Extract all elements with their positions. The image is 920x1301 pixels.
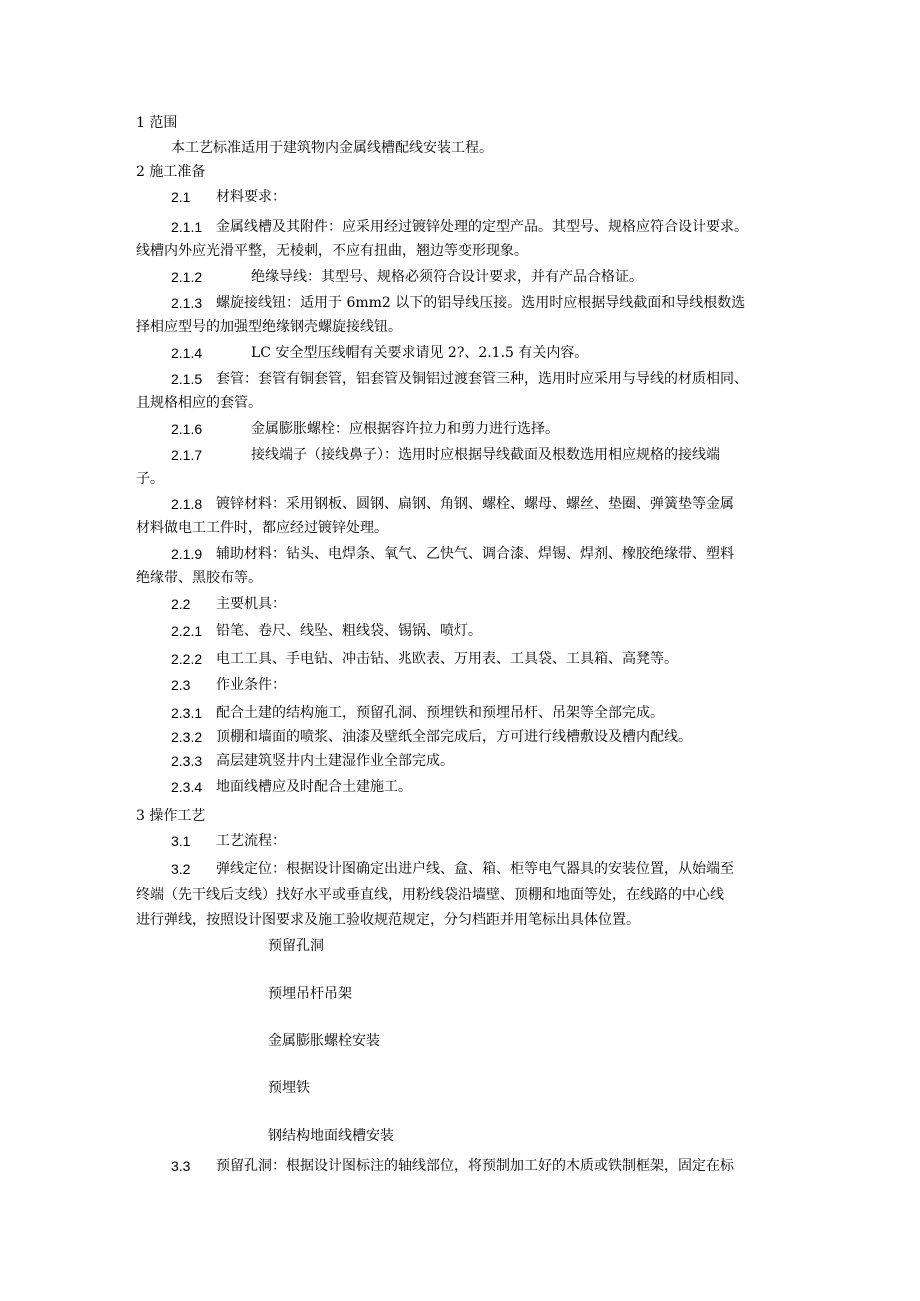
item-continuation: 终端（先干线后支线）找好水平或垂直线，用粉线袋沿墙壁、顶棚和地面等处，在线路的中心线 [136,887,724,903]
item-text: 高层建筑竖井内土建湿作业全部完成。 [216,753,454,769]
item-continuation: 材料做电工工件时，都应经过镀锌处理。 [136,520,388,536]
item-number: 2.3.3 [171,753,203,769]
item-text: LC 安全型压线帽有关要求请见 2?、2.1.5 有关内容。 [251,345,589,361]
item-text: 顶棚和墙面的喷浆、油漆及壁纸全部完成后，方可进行线槽敷设及槽内配线。 [216,729,692,745]
item-text: 工艺流程： [216,833,286,849]
item-number: 3.1 [171,833,191,849]
flow-step: 预埋铁 [268,1080,310,1096]
item-number: 2.1.3 [171,295,203,311]
item-number: 2.1.1 [171,219,203,235]
item-continuation: 进行弹线，按照设计图要求及施工验收规范规定，分匀档距并用笔标出具体位置。 [136,912,640,928]
item-text: 铅笔、卷尺、线坠、粗线袋、锡锅、喷灯。 [216,623,482,639]
item-text: 辅助材料：钻头、电焊条、氧气、乙快气、调合漆、焊锡、焊剂、橡胶绝缘带、塑料 [216,546,734,562]
section-2-title: 2 施工准备 [136,164,206,180]
flow-step: 预埋吊杆吊架 [268,986,352,1002]
item-number: 2.3 [171,677,191,693]
item-number: 2.1.7 [171,447,203,463]
item-text: 弹线定位：根据设计图确定出进户线、盒、箱、柜等电气器具的安装位置，从始端至 [216,861,734,877]
item-text: 预留孔洞：根据设计图标注的轴线部位，将预制加工好的木质或铁制框架，固定在标 [216,1158,734,1174]
section-1-title: 1 范围 [136,115,178,131]
item-number: 2.2.2 [171,651,203,667]
item-continuation: 绝缘带、黑胶布等。 [136,570,262,586]
item-text: 镀锌材料：采用钢板、圆钢、扁钢、角钢、螺栓、螺母、螺丝、垫圈、弹簧垫等金属 [216,496,734,512]
item-number: 2.1.9 [171,546,203,562]
item-text: 金属膨胀螺栓：应根据容许拉力和剪力进行选择。 [251,421,559,437]
item-number: 2.1.5 [171,371,203,387]
flow-step: 预留孔洞 [268,938,324,954]
item-text: 绝缘导线：其型号、规格必须符合设计要求，并有产品合格证。 [251,269,643,285]
item-number: 2.1.4 [171,345,203,361]
item-number: 2.3.1 [171,705,203,721]
item-number: 2.1.6 [171,421,203,437]
section-1-text: 本工艺标准适用于建筑物内金属线槽配线安装工程。 [171,140,493,156]
item-number: 2.2.1 [171,623,203,639]
item-number: 3.2 [171,861,191,877]
item-text: 主要机具： [216,596,286,612]
item-text: 套管：套管有铜套管，铝套管及铜铝过渡套管三种，选用时应采用与导线的材质相同、 [216,371,748,387]
item-continuation: 线槽内外应光滑平整，无棱刺，不应有扭曲，翘边等变形现象。 [136,243,528,259]
item-number: 3.3 [171,1158,191,1174]
item-number: 2.3.2 [171,729,203,745]
section-3-title: 3 操作工艺 [136,808,206,824]
flow-step: 钢结构地面线槽安装 [268,1128,394,1144]
item-text: 作业条件： [216,677,286,693]
item-number: 2.2 [171,596,191,612]
item-number: 2.1.2 [171,269,203,285]
flow-step: 金属膨胀螺栓安装 [268,1033,380,1049]
item-number: 2.3.4 [171,779,203,795]
item-text: 地面线槽应及时配合土建施工。 [216,779,412,795]
item-text: 材料要求： [216,189,286,205]
item-text: 配合土建的结构施工，预留孔洞、预埋铁和预埋吊杆、吊架等全部完成。 [216,705,664,721]
item-number: 2.1.8 [171,496,203,512]
item-text: 金属线槽及其附件：应采用经过镀锌处理的定型产品。其型号、规格应符合设计要求。 [216,219,748,235]
item-continuation: 子。 [136,471,164,487]
item-text: 电工工具、手电钻、冲击钻、兆欧表、万用表、工具袋、工具箱、高凳等。 [216,651,678,667]
item-number: 2.1 [171,189,191,205]
item-continuation: 且规格相应的套管。 [136,395,262,411]
item-text: 螺旋接线钮：适用于 6mm2 以下的铝导线压接。选用时应根据导线截面和导线根数选 [216,295,746,311]
item-text: 接线端子（接线鼻子）：选用时应根据导线截面及根数选用相应规格的接线端 [251,447,720,463]
item-continuation: 择相应型号的加强型绝缘钢壳螺旋接线钮。 [136,319,402,335]
